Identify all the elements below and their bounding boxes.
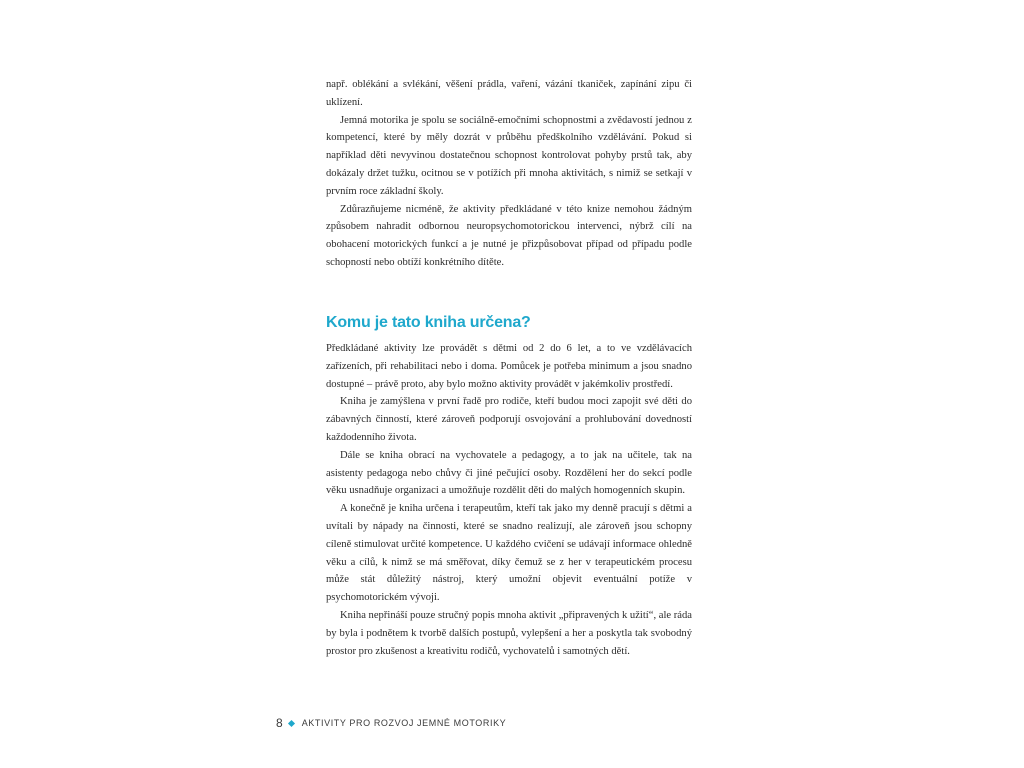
page-number: 8 bbox=[276, 716, 283, 730]
paragraph: Jemná motorika je spolu se sociálně-emočními schopnostmi a zvědavostí jednou z kompetencí, které by měly dozrát v průběhu předškolního vzdělávání. Pokud si například děti nevyvinou dostatečnou schopnost kontrolovat pohyby prstů tak, aby dokázaly držet tužku, ocitnou se v potížích při mnoha aktivitách, s nimiž se setkají v prvním roce základní školy. bbox=[326, 114, 692, 197]
paragraph: A konečně je kniha určena i terapeutům, kteří tak jako my denně pracují s dětmi a uvítali by nápady na činnosti, které se snadno realizují, ale zároveň jsou schopny cíleně stimulovat určité kompetence. U každého cvičení se udávají informace ohledně věku a cílů, k nimž se má směřovat, díky čemuž se z her v terapeutickém procesu může stát důležitý nástroj, který umožní objevit eventuální potíže v psychomotorickém vývoji. bbox=[326, 503, 692, 604]
paragraph: Zdůrazňujeme nicméně, že aktivity předkládané v této knize nemohou žádným způsobem nahradit odbornou neuropsychomotorickou intervenci, nýbrž cílí na obohacení motorických funkcí a je nutné je přizpůsobovat případ od případu podle schopností nebo obtíží konkrétního dítěte. bbox=[326, 203, 692, 268]
paragraph: Kniha nepřináší pouze stručný popis mnoha aktivit „připravených k užití“, ale ráda by byla i podnětem k tvorbě dalších postupů, vylepšení a her a poskytla tak svobodný prostor pro zkušenost a kreativitu rodičů, vychovatelů i samotných dětí. bbox=[326, 609, 692, 657]
paragraph: Dále se kniha obrací na vychovatele a pedagogy, a to jak na učitele, tak na asistenty pedagoga nebo chůvy či jiné pečující osoby. Rozdělení her do sekcí podle věku usnadňuje organizaci a umožňuje rozdělit děti do malých homogenních skupin. bbox=[326, 449, 692, 497]
body-text-top bbox=[326, 76, 692, 272]
body-text-bottom bbox=[326, 340, 692, 660]
paragraph: Kniha je zamýšlena v první řadě pro rodiče, kteří budou moci zapojit své děti do zábavných činností, které zároveň podporují osvojování a prohlubování dovedností každodenního života. bbox=[326, 396, 692, 443]
page-footer bbox=[276, 715, 506, 731]
diamond-icon bbox=[288, 719, 295, 726]
paragraph: Předkládané aktivity lze provádět s dětmi od 2 do 6 let, a to ve vzdělávacích zařízeních, při rehabilitaci nebo i doma. Pomůcek je potřeba minimum a jsou snadno dostupné – právě proto, aby bylo možno aktivity provádět v jakémkoliv prostředí. bbox=[326, 343, 692, 390]
running-title: AKTIVITY PRO ROZVOJ JEMNÉ MOTORIKY bbox=[301, 718, 507, 728]
section-heading: Komu je tato kniha určena? bbox=[326, 314, 531, 331]
paragraph: např. oblékání a svlékání, věšení prádla, vaření, vázání tkaniček, zapínání zipu či uklízení. bbox=[326, 79, 692, 108]
